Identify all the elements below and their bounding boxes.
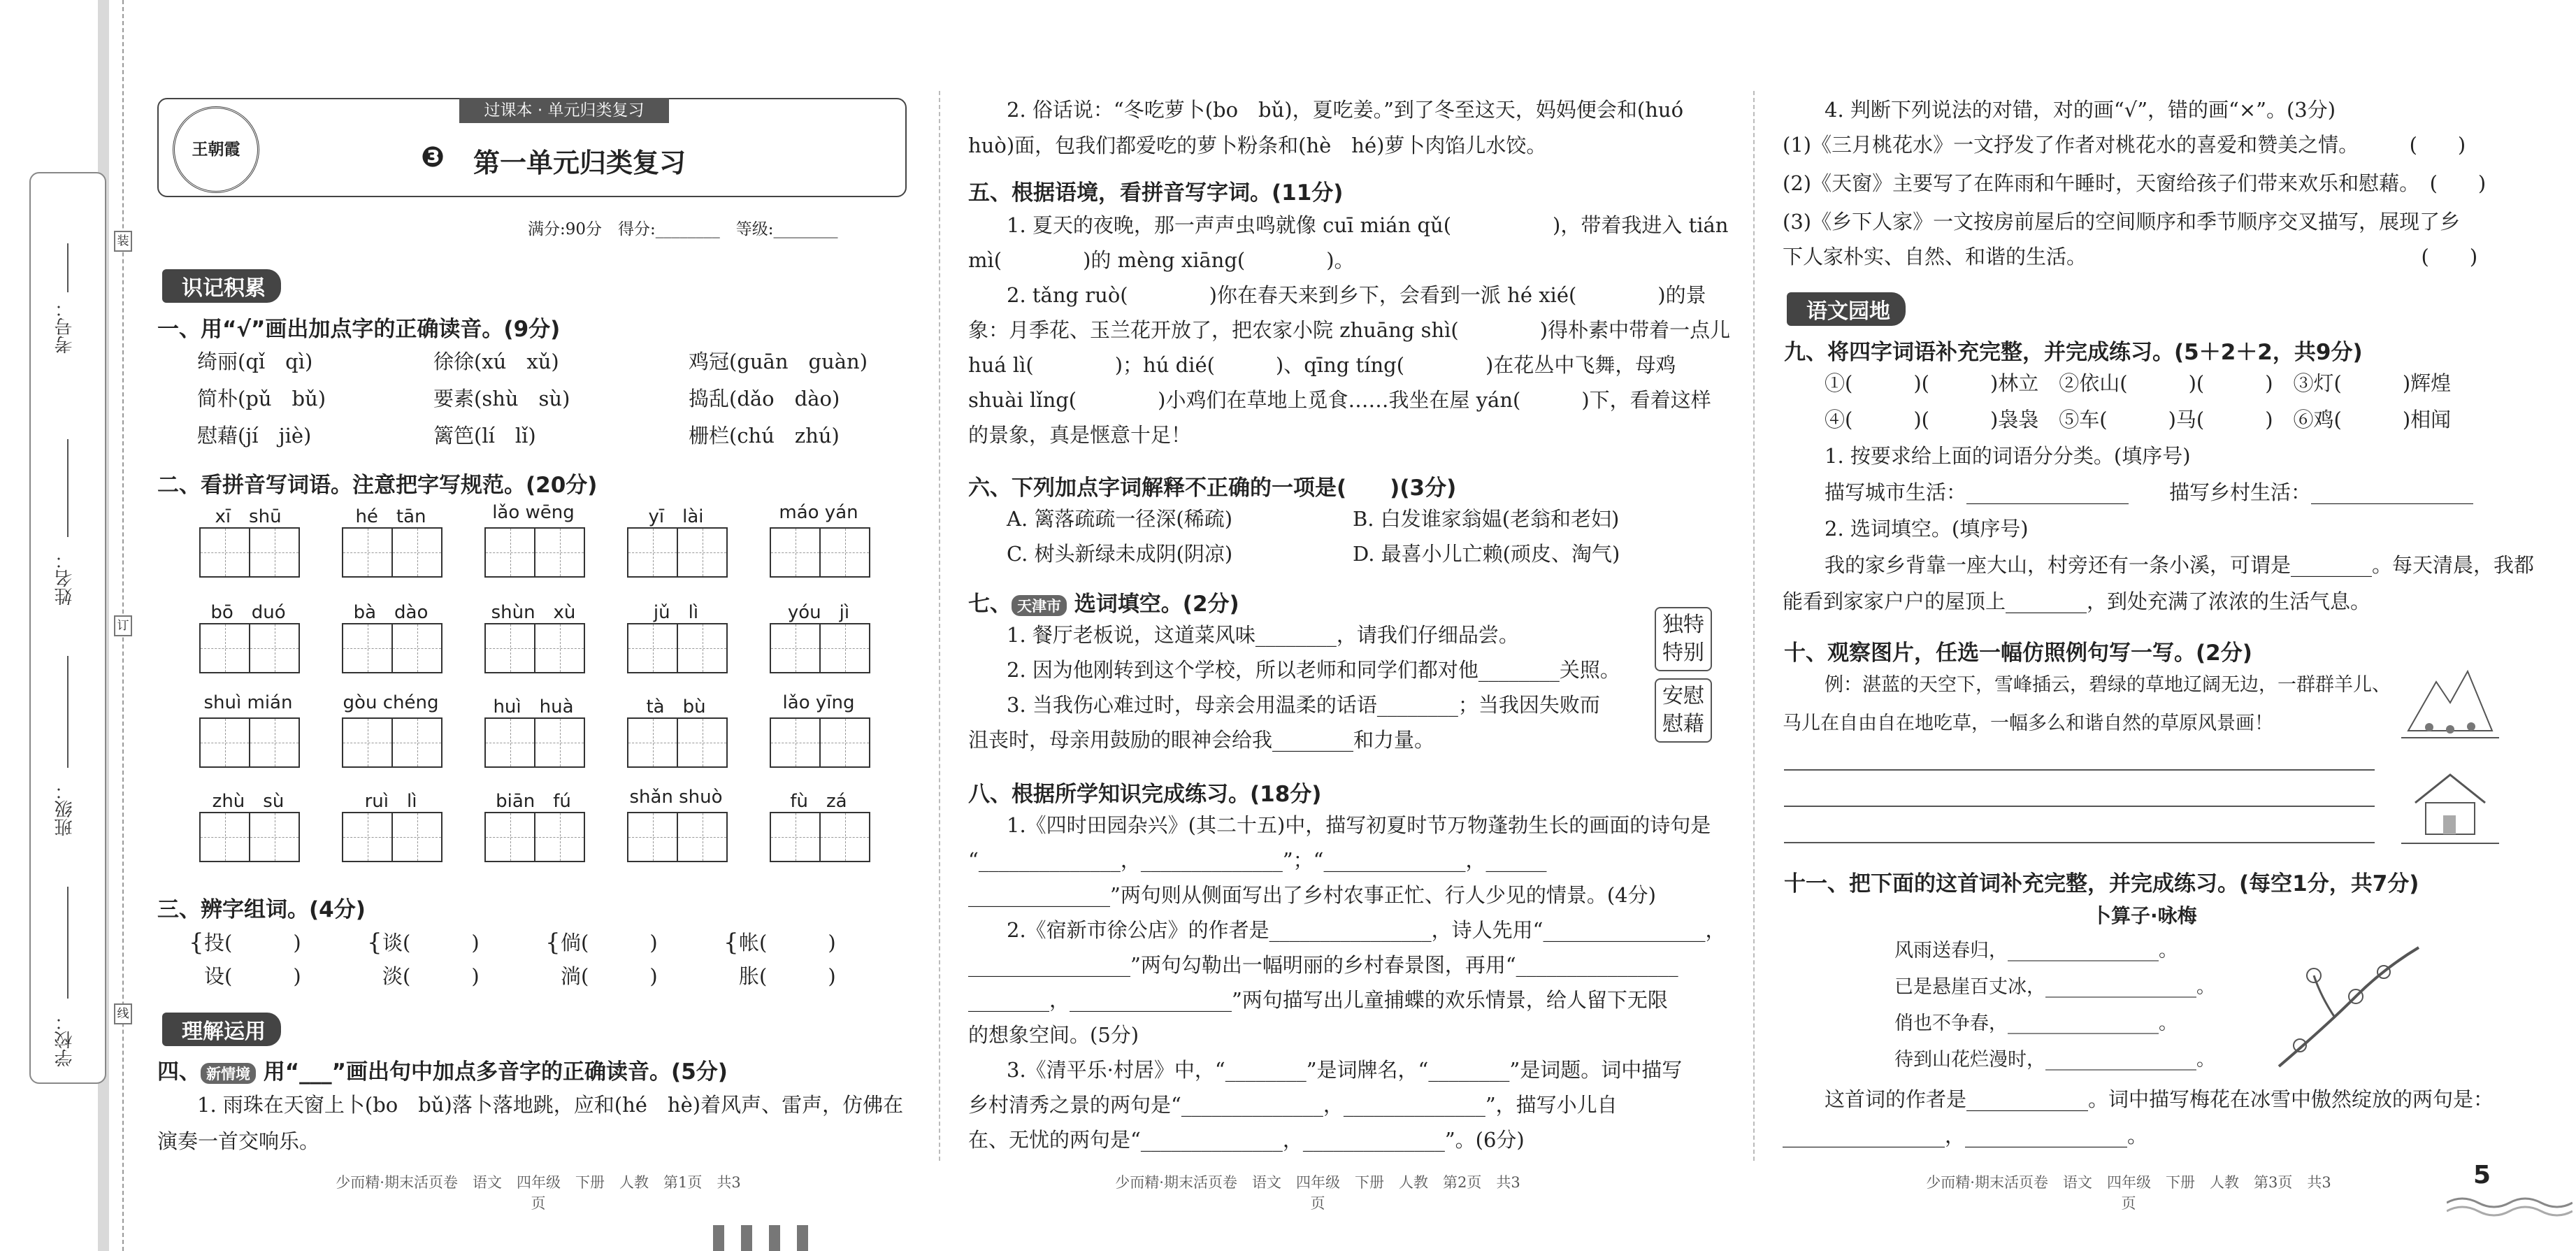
q6-option-a[interactable]: A. 篱落疏疏一径深(稀疏) (1007, 507, 1233, 531)
writing-cell[interactable] (201, 719, 250, 766)
writing-cell[interactable] (628, 529, 678, 576)
answer-line[interactable] (1784, 769, 2375, 771)
pinyin-text: shùn xù (491, 602, 576, 623)
q6-option-d[interactable]: D. 最喜小儿亡赖(顽皮、淘气) (1353, 542, 1620, 566)
pinyin-text: máo yán (779, 502, 858, 523)
brace: { (545, 929, 561, 957)
q9-line: ④( )( )袅袅 ⑤车( )马( ) ⑥鸡( )相闻 (1825, 408, 2452, 431)
q5-line: huá lì( )；hú dié( )、qīng tíng( )在花丛中飞舞，母鸡 (968, 353, 1676, 377)
writing-grid[interactable] (199, 623, 300, 673)
region-badge: 天津市 (1012, 595, 1067, 616)
writing-grid[interactable] (484, 812, 585, 862)
brace: { (367, 929, 382, 957)
pinyin-text: bà dào (353, 602, 429, 623)
q5-line: 2. tǎng ruò( )你在春天来到乡下，会看到一派 hé xié( )的景 (1007, 283, 1706, 307)
q3-item[interactable]: 淌( ) (561, 964, 658, 988)
pinyin-text: lǎo wēng (492, 502, 575, 523)
section-tag-garden: 语文园地 (1787, 292, 1906, 326)
q3-item[interactable]: 胀( ) (739, 964, 836, 988)
pinyin-text: zhù sù (212, 791, 285, 812)
writing-cell[interactable] (250, 719, 298, 766)
q9-line: 2. 选词填空。(填序号) (1825, 517, 2029, 541)
writing-grid[interactable] (770, 623, 870, 673)
page-number: 5 (2473, 1161, 2491, 1189)
writing-grid[interactable] (342, 717, 442, 768)
brace: { (189, 929, 204, 957)
pinyin-item (338, 598, 443, 673)
q11-title: 十一、把下面的这首词补充完整，并完成练习。(每空1分，共7分) (1784, 871, 2419, 896)
writing-cell[interactable] (771, 719, 821, 766)
class-line (67, 656, 69, 768)
poem-line: 待到山花烂漫时，________________。 (1894, 1049, 2215, 1071)
writing-cell[interactable] (486, 719, 535, 766)
writing-grid[interactable] (627, 527, 728, 578)
pinyin-item (196, 502, 301, 578)
grassland-picture (2401, 654, 2499, 745)
writing-cell[interactable] (678, 529, 726, 576)
q3-item[interactable]: 投( ) (204, 931, 301, 955)
score-line: 满分:90分 得分:________ 等级:________ (528, 220, 838, 238)
q7-title (968, 586, 1239, 617)
pinyin-item (766, 692, 871, 768)
q5-line: shuài lǐng( )小鸡们在草地上觅食……我坐在屋 yán( )下，看着这样 (968, 388, 1711, 412)
q10-example-1: 例：湛蓝的天空下，雪峰插云，碧绿的草地辽阔无边，一群群羊儿、 (1825, 674, 2391, 696)
writing-cell[interactable] (821, 719, 869, 766)
col2-line: 2. 俗话说：“冬吃萝卜(bo bǔ)，夏吃姜。”到了冬至这天，妈妈便会和(huó (1007, 98, 1684, 122)
exam-no-line (67, 243, 69, 292)
q8b-line: 4. 判断下列说法的对错，对的画“√”，错的画“×”。(3分) (1825, 98, 2336, 122)
writing-cell[interactable] (771, 624, 821, 672)
writing-grid[interactable] (342, 812, 442, 862)
writing-grid[interactable] (627, 812, 728, 862)
writing-grid[interactable] (484, 527, 585, 578)
q7-line: 沮丧时，母亲用鼓励的眼神会给我________和力量。 (968, 728, 1435, 752)
title-box (157, 98, 907, 197)
q1-item: 鸡冠(guān guàn) (689, 350, 868, 373)
writing-grid[interactable] (627, 623, 728, 673)
pinyin-item (338, 787, 443, 862)
q7-title-text: 选词填空。(2分) (1074, 592, 1239, 617)
writing-cell[interactable] (821, 624, 869, 672)
column-divider (939, 91, 940, 1161)
writing-cell[interactable] (486, 529, 535, 576)
q7-line: 2. 因为他刚转到这个学校，所以老师和同学们都对他________关照。 (1007, 658, 1620, 682)
school-line (67, 887, 69, 999)
writing-grid[interactable] (199, 812, 300, 862)
pinyin-item (766, 598, 871, 673)
pinyin-text: shuì mián (203, 692, 293, 713)
q4-title-text: 用“___”画出句中加点多音字的正确读音。(5分) (263, 1059, 728, 1085)
answer-line[interactable] (1784, 806, 2375, 807)
unit-number: ❸ (421, 141, 445, 173)
writing-grid[interactable] (199, 527, 300, 578)
pinyin-item (338, 692, 443, 768)
q3-item[interactable]: 倘( ) (561, 931, 658, 955)
writing-cell[interactable] (628, 813, 678, 861)
writing-cell[interactable] (535, 813, 584, 861)
poem-line: 已是悬崖百丈冰，________________。 (1894, 976, 2215, 998)
writing-cell[interactable] (201, 813, 250, 861)
word-choice: 安慰 (1662, 684, 1704, 708)
footer-2: 少而精·期末活页卷 语文 四年级 下册 人教 第2页 共3页 (1115, 1174, 1520, 1212)
pinyin-item (624, 502, 728, 578)
q8-line: 乡村清秀之景的两句是“______________，______________”，描写小儿自 (968, 1093, 1618, 1117)
q1-item: 栅栏(chú zhú) (689, 424, 840, 448)
writing-cell[interactable] (250, 813, 298, 861)
writing-grid[interactable] (770, 812, 870, 862)
q9-line: 能看到家家户户的屋顶上________，到处充满了浓浓的生活气息。 (1783, 589, 2371, 613)
writing-cell[interactable] (628, 719, 678, 766)
q1-item: 简朴(pǔ bǔ) (197, 387, 326, 410)
writing-cell[interactable] (678, 624, 726, 672)
q3-title: 三、辨字组词。(4分) (157, 897, 366, 922)
writing-grid[interactable] (484, 717, 585, 768)
pinyin-text: xī shū (215, 506, 282, 527)
village-picture (2401, 754, 2499, 852)
pinyin-item (338, 502, 443, 578)
footer-1: 少而精·期末活页卷 语文 四年级 下册 人教 第1页 共3页 (336, 1174, 741, 1212)
pinyin-item (481, 502, 586, 578)
pinyin-item (481, 598, 586, 673)
student-info-panel (29, 172, 106, 1084)
pinyin-item (624, 598, 728, 673)
q8-line: 的想象空间。(5分) (968, 1023, 1139, 1047)
section-tag-application: 理解运用 (162, 1013, 281, 1046)
q5-title: 五、根据语境，看拼音写字词。(11分) (968, 180, 1344, 206)
poem-line: 俏也不争春，________________。 (1894, 1013, 2178, 1034)
q5-line: 的景象，真是惬意十足！ (968, 423, 1192, 447)
pinyin-text: ruì lì (364, 791, 417, 812)
writing-grid[interactable] (199, 717, 300, 768)
new-context-badge: 新情境 (201, 1063, 256, 1084)
writing-cell[interactable] (678, 813, 726, 861)
writing-cell[interactable] (343, 624, 393, 672)
q4-line-1: 1. 雨珠在天窗上卜(bo bǔ)落卜落地跳，应和(hé hè)着风声、雷声，仿佛在 (197, 1093, 904, 1117)
q8-line: 2.《宿新市徐公店》的作者是________________，诗人先用“________________， (1007, 918, 1726, 942)
writing-cell[interactable] (393, 813, 441, 861)
q4-line-2: 演奏一首交响乐。 (157, 1129, 320, 1153)
writing-cell[interactable] (821, 813, 869, 861)
pinyin-text: hé tān (355, 506, 426, 527)
pinyin-item (766, 787, 871, 862)
pinyin-text: tà bù (646, 696, 706, 717)
pinyin-item (196, 598, 301, 673)
section-tag-memory: 识记积累 (162, 269, 281, 303)
writing-cell[interactable] (486, 624, 535, 672)
q1-item: 捣乱(dǎo dào) (689, 387, 840, 410)
q8-line: 在、无忧的两句是“______________，______________”。(6分) (968, 1128, 1525, 1152)
q8-line: ________，________________”两句描写出儿童捕蝶的欢乐情景，给人留下无限 (968, 988, 1668, 1012)
writing-cell[interactable] (250, 624, 298, 672)
writing-cell[interactable] (201, 624, 250, 672)
q5-line: 象：月季花、玉兰花开放了，把农家小院 zhuāng shì( )得朴素中带着一点儿 (968, 318, 1731, 342)
q4-title (157, 1054, 728, 1085)
q3-item[interactable]: 谈( ) (382, 931, 480, 955)
q1-title: 一、用“√”画出加点字的正确读音。(9分) (157, 317, 561, 342)
writing-cell[interactable] (535, 529, 584, 576)
writing-grid[interactable] (770, 527, 870, 578)
page-title: 第一单元归类复习 (473, 148, 686, 178)
class-label: 班级： (55, 782, 75, 836)
q8-line: 3.《清平乐·村居》中，“________”是词牌名，“________”是词题。词中描写 (1007, 1058, 1683, 1082)
word-choice-box-1 (1655, 607, 1712, 671)
pinyin-text: huì huà (493, 696, 574, 717)
q11-question-1: 这首词的作者是____________。词中描写梅花在冰雪中傲然绽放的两句是： (1825, 1087, 2494, 1111)
brace: { (724, 929, 739, 957)
q6-option-b[interactable]: B. 白发谁家翁媪(老翁和老妇) (1353, 507, 1620, 531)
writing-cell[interactable] (486, 813, 535, 861)
q3-item[interactable]: 帐( ) (739, 931, 836, 955)
name-label: 姓名： (55, 551, 75, 606)
q11-question-2: ________________，________________。 (1783, 1124, 2148, 1148)
answer-line[interactable] (1784, 842, 2375, 843)
cut-mark-3: 线 (114, 1003, 132, 1024)
word-choice: 慰藉 (1662, 712, 1704, 736)
q2-title: 二、看拼音写词语。注意把字写规范。(20分) (157, 473, 598, 498)
pinyin-text: gòu chéng (343, 692, 439, 713)
q9-line: 我的家乡背靠一座大山，村旁还有一条小溪，可谓是________。每天清晨，我都 (1825, 553, 2535, 577)
writing-cell[interactable] (628, 624, 678, 672)
writing-cell[interactable] (393, 529, 441, 576)
q8b-line: (3)《乡下人家》一文按房前屋后的空间顺序和季节顺序交叉描写，展现了乡 (1783, 210, 2461, 234)
q4-number: 四、 (157, 1059, 201, 1085)
writing-cell[interactable] (393, 624, 441, 672)
wave-decoration (2447, 1189, 2573, 1217)
writing-cell[interactable] (343, 813, 393, 861)
writing-cell[interactable] (343, 719, 393, 766)
writing-cell[interactable] (821, 529, 869, 576)
q1-item: 要素(shù sù) (433, 387, 570, 410)
q9-title: 九、将四字词语补充完整，并完成练习。(5＋2＋2，共9分) (1784, 340, 2363, 365)
q8-line: “______________，______________”；“______________，______ (968, 848, 1547, 872)
word-choice-box-2 (1655, 678, 1712, 743)
column-divider (1753, 91, 1755, 1161)
writing-grid[interactable] (342, 623, 442, 673)
plum-blossom-picture (2272, 941, 2426, 1073)
scan-marks (713, 1225, 818, 1251)
q8b-line: (1)《三月桃花水》一文抒发了作者对桃花水的喜爱和赞美之情。 ( ) (1783, 133, 2466, 157)
writing-cell[interactable] (535, 719, 584, 766)
pinyin-item (196, 692, 301, 768)
q1-item: 慰藉(jí jiè) (197, 424, 312, 448)
q8-line: ________________”两句勾勒出一幅明丽的乡村春景图，再用“________________ (968, 953, 1678, 977)
writing-grid[interactable] (484, 623, 585, 673)
q8b-line: 下人家朴实、自然、和谐的生活。 ( ) (1783, 245, 2478, 269)
pinyin-item (481, 787, 586, 862)
school-label: 学校： (55, 1013, 75, 1067)
q7-line: 1. 餐厅老板说，这道菜风味________，请我们仔细品尝。 (1007, 623, 1519, 647)
pinyin-item (766, 502, 871, 578)
q9-line: 描写城市生活：________________ 描写乡村生活：________________ (1825, 480, 2474, 504)
pinyin-text: shǎn shuò (629, 787, 723, 808)
writing-grid[interactable] (770, 717, 870, 768)
q6-option-c[interactable]: C. 树头新绿未成阴(阴凉) (1007, 542, 1233, 566)
pinyin-item (624, 787, 728, 862)
name-line (67, 439, 69, 537)
q8-title: 八、根据所学知识完成练习。(18分) (968, 782, 1322, 807)
q1-item: 篱笆(lí lǐ) (433, 424, 536, 448)
poem-line: 风雨送春归，________________。 (1894, 940, 2178, 962)
pinyin-item (624, 692, 728, 768)
q10-example-2: 马儿在自由自在地吃草，一幅多么和谐自然的草原风景画！ (1783, 713, 2273, 734)
pinyin-text: yóu jì (787, 602, 850, 623)
q7-line: 3. 当我伤心难过时，母亲会用温柔的话语________；当我因失败而 (1007, 693, 1600, 717)
pinyin-item (196, 787, 301, 862)
q1-item: 徐徐(xú xǔ) (433, 350, 559, 373)
writing-cell[interactable] (201, 529, 250, 576)
col2-line: huò)面，包我们都爱吃的萝卜粉条和(hè hé)萝卜肉馅儿水饺。 (968, 134, 1547, 157)
writing-cell[interactable] (771, 813, 821, 861)
word-choice: 特别 (1662, 641, 1704, 665)
pinyin-text: bō duó (210, 602, 286, 623)
q9-line: 1. 按要求给上面的词语分分类。(填序号) (1825, 444, 2191, 468)
q1-item: 绮丽(qǐ qì) (197, 350, 313, 373)
pinyin-item (481, 692, 586, 768)
writing-cell[interactable] (343, 529, 393, 576)
pinyin-text: jǔ lì (653, 602, 699, 623)
q6-title: 六、下列加点字词解释不正确的一项是( )(3分) (968, 476, 1457, 501)
writing-grid[interactable] (627, 717, 728, 768)
q5-line: mì( )的 mèng xiāng( )。 (968, 248, 1355, 272)
writing-grid[interactable] (342, 527, 442, 578)
cut-mark-2: 订 (114, 615, 132, 636)
q8-line: 1.《四时田园杂兴》(其二十五)中，描写初夏时节万物蓬勃生长的画面的诗句是 (1007, 813, 1711, 837)
pinyin-text: fù zá (790, 791, 847, 812)
pinyin-text: biān fú (496, 791, 571, 812)
cut-mark-1: 装 (114, 231, 132, 252)
pinyin-text: yī lài (648, 506, 704, 527)
q3-item[interactable]: 设( ) (204, 964, 301, 988)
writing-cell[interactable] (535, 624, 584, 672)
writing-cell[interactable] (393, 719, 441, 766)
footer-3: 少而精·期末活页卷 语文 四年级 下册 人教 第3页 共3页 (1926, 1174, 2331, 1212)
poem-title: 卜算子·咏梅 (2092, 904, 2197, 927)
q5-line: 1. 夏天的夜晚，那一声声虫鸣就像 cuī mián qǔ( )，带着我进入 tián (1007, 213, 1729, 237)
writing-cell[interactable] (250, 529, 298, 576)
writing-cell[interactable] (678, 719, 726, 766)
brand-logo: 王朝霞 (173, 106, 259, 193)
word-choice: 独特 (1662, 613, 1704, 637)
q8-line: ______________”两句则从侧面写出了乡村农事正忙、行人少见的情景。(4分) (968, 883, 1656, 907)
q3-item[interactable]: 淡( ) (382, 964, 480, 988)
writing-cell[interactable] (771, 529, 821, 576)
banner: 过课本 · 单元归类复习 (459, 98, 669, 123)
q10-title: 十、观察图片，任选一幅仿照例句写一写。(2分) (1784, 641, 2252, 666)
q8b-line: (2)《天窗》主要写了在阵雨和午睡时，天窗给孩子们带来欢乐和慰藉。 ( ) (1783, 171, 2487, 195)
exam-no-label: 考号： (55, 299, 75, 354)
pinyin-text: lǎo yīng (782, 692, 855, 713)
q7-number: 七、 (968, 592, 1012, 617)
q9-line: ①( )( )林立 ②依山( )( ) ③灯( )辉煌 (1825, 371, 2452, 395)
